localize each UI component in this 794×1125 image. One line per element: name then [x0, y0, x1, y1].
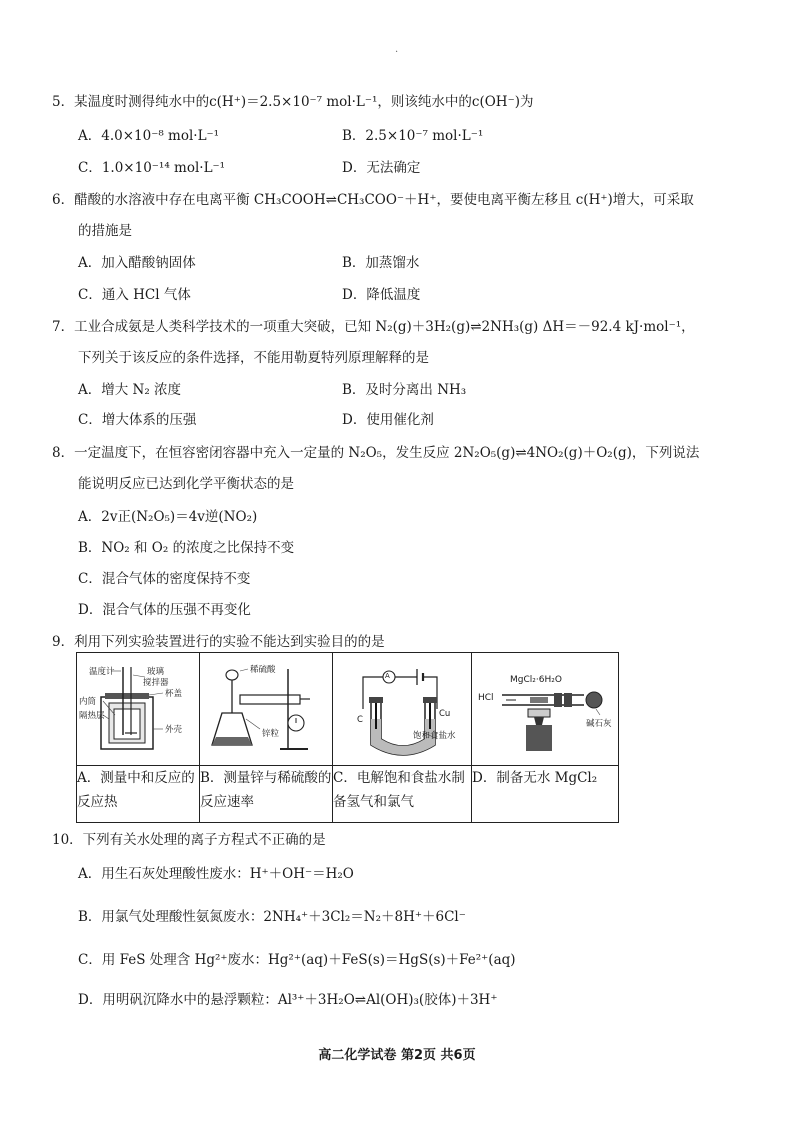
- question-10-option-a: A．用生石灰处理酸性废水：H⁺＋OH⁻＝H₂O: [78, 866, 354, 882]
- question-6-stem-cont: 的措施是: [78, 223, 132, 239]
- experiment-table: [76, 652, 619, 823]
- label-carbon-electrode: C: [357, 715, 363, 725]
- scan-dot: .: [395, 44, 399, 55]
- question-8-option-a: A．2v正(N₂O₅)＝4v逆(NO₂): [78, 509, 258, 525]
- label-inner-cup: 内筒: [79, 697, 97, 707]
- caption-a: A．测量中和反应的反应热: [77, 766, 200, 823]
- label-soda-lime: 碱石灰: [586, 719, 612, 729]
- question-6-option-d: D．降低温度: [342, 287, 421, 303]
- question-7-option-a: A．增大 N₂ 浓度: [78, 382, 182, 398]
- label-stirrer: 搅拌器: [143, 678, 169, 688]
- caption-d: D．制备无水 MgCl₂: [472, 766, 619, 823]
- question-10-option-d: D．用明矾沉降水中的悬浮颗粒：Al³⁺＋3H₂O⇌Al(OH)₃(胶体)＋3H⁺: [78, 992, 498, 1008]
- apparatus-d-cell: [472, 653, 619, 766]
- page-footer: 高二化学试卷 第2页 共6页: [318, 1048, 476, 1063]
- question-7-stem: 7．工业合成氨是人类科学技术的一项重大突破，已知 N₂(g)＋3H₂(g)⇌2NH₃(g) ΔH＝－92.4 kJ·mol⁻¹，: [52, 319, 695, 335]
- question-5-option-b: B．2.5×10⁻⁷ mol·L⁻¹: [342, 128, 484, 144]
- question-10-option-b: B．用氯气处理酸性氨氮废水：2NH₄⁺＋3Cl₂＝N₂＋8H⁺＋6Cl⁻: [78, 909, 466, 925]
- question-7-option-b: B．及时分离出 NH₃: [342, 382, 467, 398]
- label-lid: 杯盖: [165, 689, 183, 699]
- question-8-stem: 8．一定温度下，在恒容密闭容器中充入一定量的 N₂O₅，发生反应 2N₂O₅(g)⇌4NO₂(g)＋O₂(g)，下列说法: [52, 445, 700, 461]
- question-5-option-c: C．1.0×10⁻¹⁴ mol·L⁻¹: [78, 160, 226, 176]
- label-thermometer: 温度计: [89, 667, 115, 677]
- question-8-option-d: D．混合气体的压强不再变化: [78, 602, 251, 618]
- caption-b: B．测量锌与稀硫酸的反应速率: [200, 766, 333, 823]
- question-8-option-b: B．NO₂ 和 O₂ 的浓度之比保持不变: [78, 540, 295, 556]
- label-shell: 外壳: [165, 725, 183, 735]
- question-5-stem: 5．某温度时测得纯水中的c(H⁺)＝2.5×10⁻⁷ mol·L⁻¹，则该纯水中的c(OH⁻)为: [52, 94, 534, 110]
- question-6-option-c: C．通入 HCl 气体: [78, 287, 191, 303]
- question-6-option-b: B．加蒸馏水: [342, 255, 420, 271]
- question-10-stem: 10．下列有关水处理的离子方程式不正确的是: [52, 832, 326, 848]
- question-5-option-d: D．无法确定: [342, 160, 421, 176]
- apparatus-a-cell: [77, 653, 200, 766]
- label-hcl: HCl: [478, 693, 494, 703]
- tube-furnace-diagram: [472, 653, 618, 761]
- question-6-option-a: A．加入醋酸钠固体: [78, 255, 196, 271]
- apparatus-b-cell: [200, 653, 333, 766]
- label-copper-electrode: Cu: [439, 709, 451, 719]
- question-6-stem: 6．醋酸的水溶液中存在电离平衡 CH₃COOH⇌CH₃COO⁻＋H⁺，要使电离平衡左移且 c(H⁺)增大，可采取: [52, 192, 694, 208]
- question-8-option-c: C．混合气体的密度保持不变: [78, 571, 251, 587]
- question-10-option-c: C．用 FeS 处理含 Hg²⁺废水：Hg²⁺(aq)＋FeS(s)＝HgS(s)＋Fe²⁺(aq): [78, 952, 516, 968]
- question-7-option-d: D．使用催化剂: [342, 412, 434, 428]
- label-zinc-granules: 锌粒: [262, 729, 280, 739]
- question-8-stem-cont: 能说明反应已达到化学平衡状态的是: [78, 476, 294, 492]
- label-ammeter: A: [385, 672, 390, 680]
- caption-c: C．电解饱和食盐水制备氢气和氯气: [333, 766, 472, 823]
- question-5-option-a: A．4.0×10⁻⁸ mol·L⁻¹: [78, 128, 220, 144]
- label-dilute-sulfuric-acid: 稀硫酸: [250, 665, 276, 675]
- apparatus-c-cell: [333, 653, 472, 766]
- question-9-stem: 9．利用下列实验装置进行的实验不能达到实验目的的是: [52, 634, 385, 650]
- label-glass: 玻璃: [147, 667, 165, 677]
- question-7-option-c: C．增大体系的压强: [78, 412, 197, 428]
- label-brine: 饱和食盐水: [413, 731, 456, 741]
- electrolysis-diagram: [333, 653, 471, 761]
- question-7-stem-cont: 下列关于该反应的条件选择，不能用勒夏特列原理解释的是: [78, 350, 429, 366]
- label-mgcl2-hydrate: MgCl₂·6H₂O: [510, 675, 562, 685]
- label-insulation: 隔热层: [79, 711, 105, 721]
